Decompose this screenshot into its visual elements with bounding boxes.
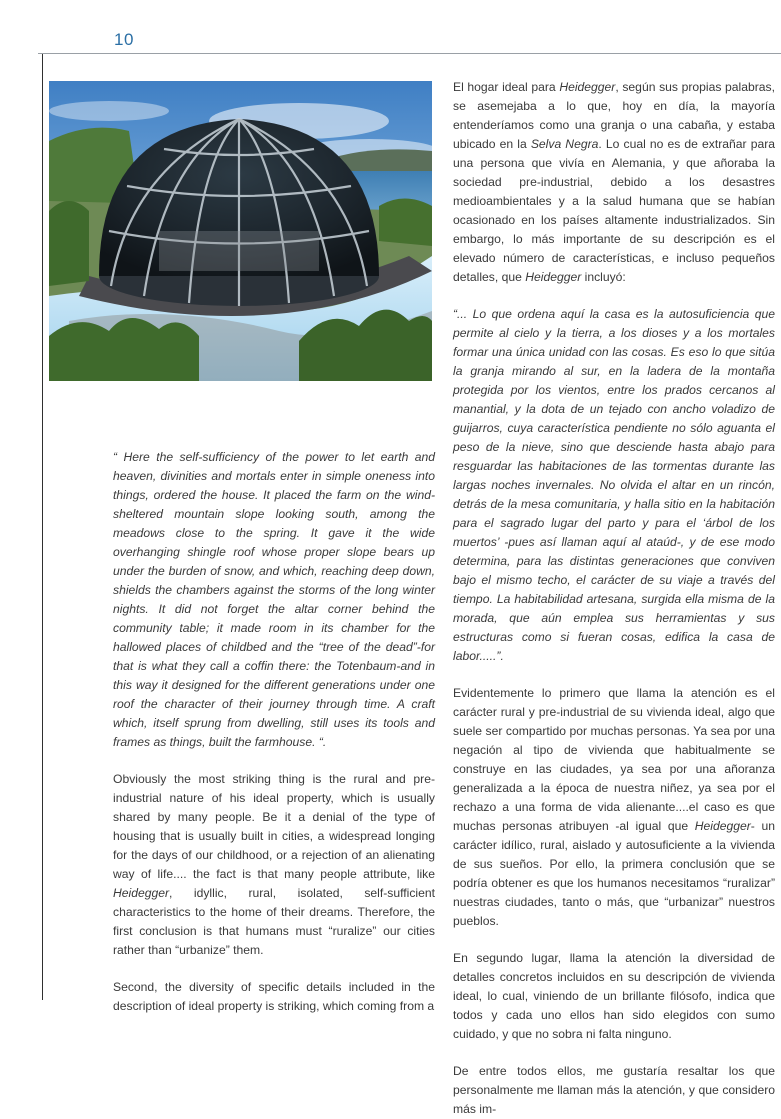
spanish-quote: “... Lo que ordena aquí la casa es la autosuficiencia que permite al cielo y la tierra, a los dioses y a los mortales formar una única unidad con las cosas. Es eso lo que sitúa la granja mirando al sur, en la ladera de la montaña protegida por los vientos, entre los prados cercanos al manantial, y la dota de un tejado con ancho voladizo de guijarros, cuya característica pendiente no sólo aguanta el peso de la nieve, sino que desciende hasta abajo para resguardar las habitaciones de las tormentas durante las largas noches invernales. No olvida el altar en un rincón, detrás de la mesa comunitaria, y halla sitio en la habitación para el sagrado lugar del parto y para el ‘árbol de los muertos’ -pues así llaman aquí al ataúd-, y de ese modo determina, para las distintas generaciones que conviven bajo el mismo techo, el carácter de su viaje a través del tiempo. La habitabilidad artesana, surgida ella misma de la morada, que aún emplea sus herramientas y sus estructuras como si fueran cosas, edifica la casa de labor.....”.	[453, 307, 775, 663]
glass-dome-house-photo	[49, 81, 432, 381]
left-margin-rule	[42, 54, 43, 1000]
english-quote: “ Here the self-sufficiency of the power to let earth and heaven, divinities and mortals enter in simple oneness into things, ordered the house. It placed the farm on the wind-sheltered mountain slope looking south, among the meadows close to the spring. It gave it the wide overhanging shingle roof whose proper slope bears up under the burden of snow, and which, reaching deep down, shields the chambers against the storms of the long winter nights. It did not forget the altar corner behind the community table; it made room in its chamber for the hallowed places of childbed and the “tree of the dead”-for that is what they call a coffin there: the Totenbaum-and in this way it designed for the different generations under one roof the character of their journey through time. A craft which, itself sprung from dwelling, still uses its tools and frames as things, built the farmhouse. “.	[113, 450, 435, 749]
english-paragraph-2: Second, the diversity of specific details included in the description of ideal property is striking, which coming from a	[113, 980, 435, 1013]
author-name: Heidegger	[113, 886, 170, 900]
spanish-paragraph-3: En segundo lugar, llama la atención la diversidad de detalles concretos incluidos en su descripción de vivienda ideal, lo cual, viniendo de un brillante filósofo, indica que todos y cada uno ellos han sido elegidos con sumo cuidado, y que no sobra ni falta ninguno.	[453, 951, 775, 1041]
spanish-paragraph-4: De entre todos ellos, me gustaría resaltar los que personalmente me llaman más la atención, y que considero más im-	[453, 1064, 775, 1116]
english-paragraph-1: Obviously the most striking thing is the rural and pre-industrial nature of his ideal property, which is usually shared by many people. Be it a denial of the type of housing that is usually built in cities, a widespread longing for the days of our childhood, or a rejection of an alienating way of life.... the fact is that many people attribute, like Heidegger, idyllic, rural, isolated, self-sufficient characteristics to the home of their dreams. Therefore, the first conclusion is that humans must “ruralize” our cities rather than “urbanize” them.	[113, 772, 435, 957]
spanish-paragraph-2: Evidentemente lo primero que llama la atención es el carácter rural y pre-industrial de su vivienda ideal, algo que suele ser compartido por muchas personas. Ya sea por una negación al tipo de vivienda que habitualmente se construye en las ciudades, ya sea por una añoranza generalizada a la época de nuestra niñez, ya sea por el rechazo a una forma de vida alienante....el caso es que muchas personas atribuyen -al igual que Heidegger- un carácter idílico, rural, aislado y autosuficiente a la vivienda de sus sueños. Por ello, la primera conclusión que se podría obtener es que los humanos necesitamos “ruralizar” nuestras ciudades, tanto o más, que “urbanizar” nuestros pueblos.	[453, 686, 775, 928]
spanish-paragraph-1: El hogar ideal para Heidegger, según sus propias palabras, se asemejaba a lo que, hoy en día, la mayoría entenderíamos como una granja o una cabaña, y estaba ubicado en la Selva Negra. Lo cual no es de extrañar para una persona que vivía en Alemania, y que añoraba la sociedad pre-industrial, debido a los desastres medioambientales y a la salud humana que se habían ocasionado en los países altamente industrializados. Sin embargo, lo más importante de su descripción es el elevado número de características, e incluso pequeños detalles, que Heidegger incluyó:	[453, 80, 775, 284]
page-number: 10	[114, 30, 134, 49]
spanish-text-column	[453, 78, 775, 1119]
header-rule	[38, 53, 781, 54]
english-text-column	[113, 448, 435, 1016]
